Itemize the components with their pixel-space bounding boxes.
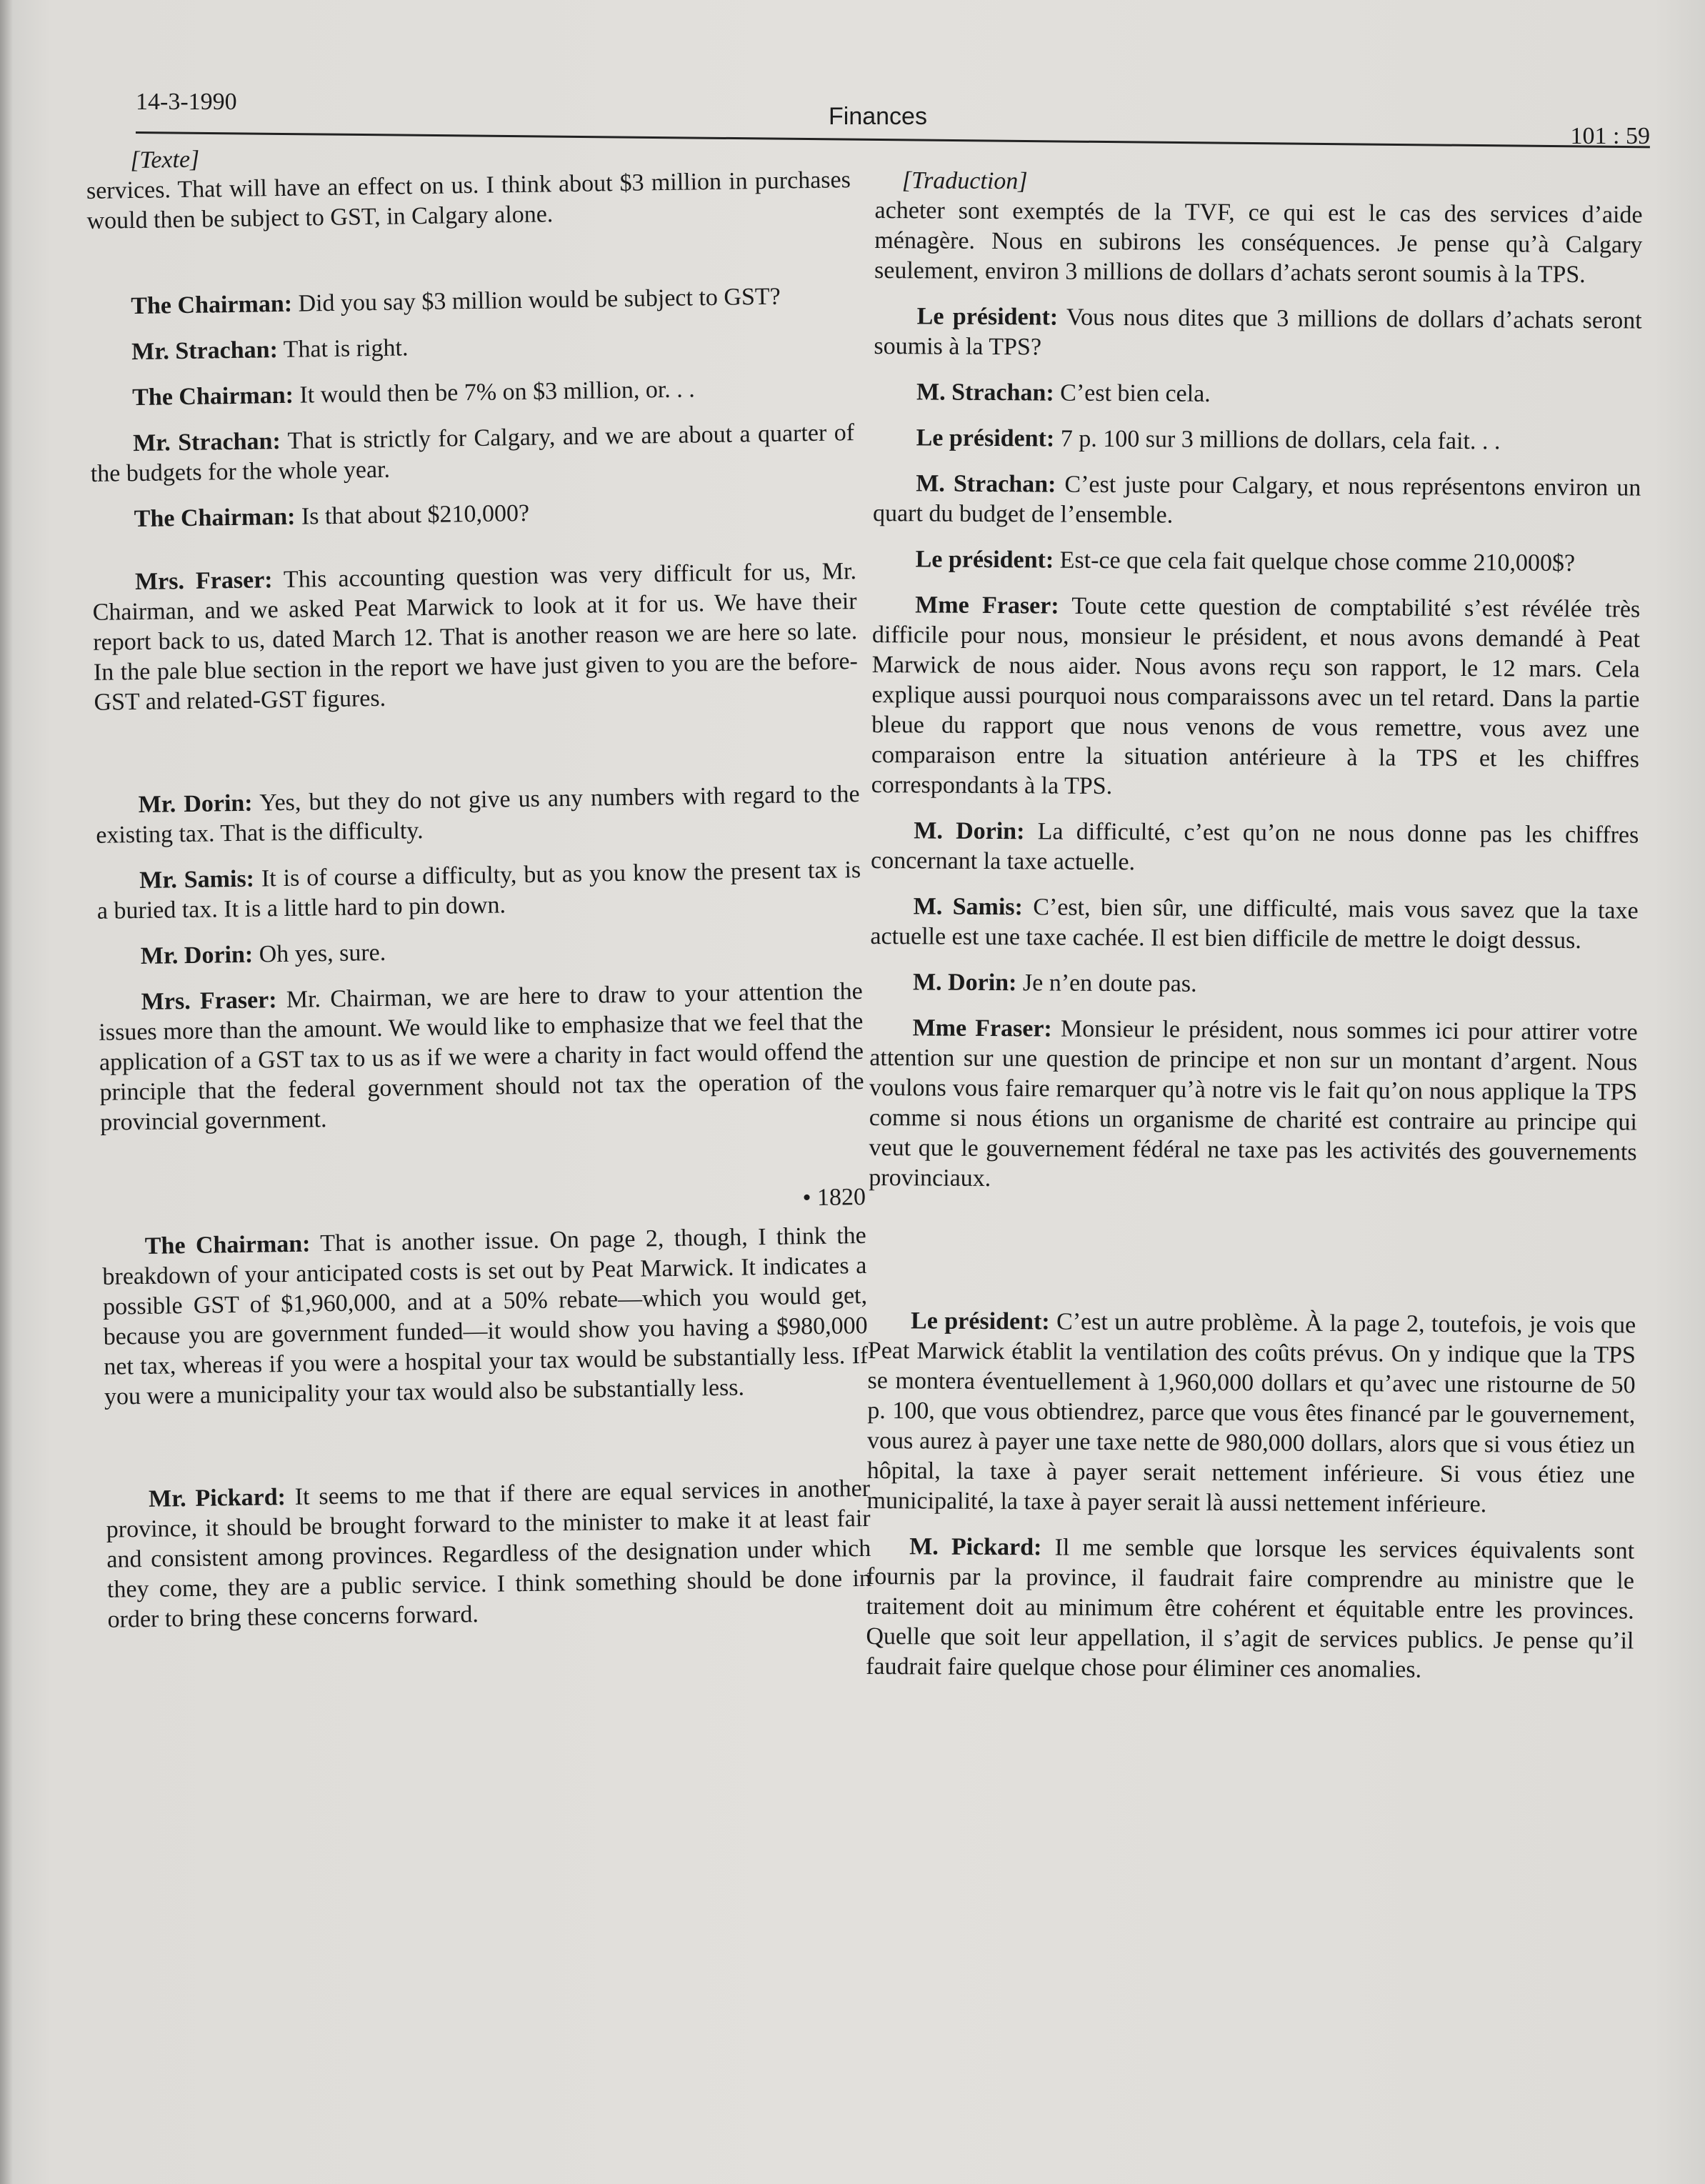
header-title: Finances [829, 103, 927, 130]
speaker-name: M. Dorin: [914, 817, 1025, 845]
paragraph-text: Vous nous dites que 3 millions de dollars d’achats seront soumis à la TPS? [874, 304, 1642, 361]
speaker-name: M. Samis: [913, 893, 1024, 921]
speaker-name: Mrs. Fraser: [134, 567, 273, 596]
speaker-name: Mr. Pickard: [148, 1484, 286, 1512]
paragraph [874, 196, 1643, 291]
speaker-name: Mrs. Fraser: [141, 987, 277, 1015]
paragraph [866, 1306, 1636, 1521]
speaker-name: The Chairman: [131, 290, 293, 320]
paragraph-text: That is strictly for Calgary, and we are about a quarter of the budgets for the whole year. [90, 419, 855, 487]
english-column [86, 135, 872, 1651]
paragraph [870, 967, 1638, 1002]
header-page-number: 101 : 59 [1570, 123, 1650, 149]
paragraph-text: Monsieur le président, nous sommes ici pour attirer votre attention sur une question de principe et non sur un montant d’argent. Nous voulons vous faire remarquer qu’à notre vis le fait qu’on nous applique la TPS comme si nous étions un organisme de charité est contraire au principe qui veut que le gouvernement fédéral ne taxe pas les activités des gouvernements provinciaux. [869, 1015, 1638, 1192]
paragraph [91, 494, 856, 535]
paragraph-text: acheter sont exemptés de la TVF, ce qui est le cas des services d’aide ménagère. Nous en subirons les conséquences. Je pense qu’à Calgary seulement, environ 3 millions de dollars d’achats seront soumis à la TPS. [874, 196, 1643, 289]
section-label-texte: [Texte] [130, 146, 200, 174]
paragraph [866, 1532, 1634, 1687]
paragraph-text: Did you say $3 million would be subject to GST? [291, 283, 781, 317]
binding-shadow [0, 0, 13, 2184]
paragraph-text: It is of course a difficulty, but as you know the present tax is a buried tax. It is a little hard to pin down. [96, 857, 861, 924]
speaker-name: The Chairman: [134, 503, 296, 533]
paragraph-text: Oh yes, sure. [252, 939, 386, 968]
paragraph [874, 377, 1641, 412]
paragraph-text: C’est juste pour Calgary, et nous représentons environ un quart du budget de l’ensemble. [872, 471, 1641, 529]
paragraph [874, 423, 1641, 458]
paragraph [89, 326, 854, 368]
paragraph [873, 544, 1641, 579]
french-column [866, 166, 1643, 1702]
speaker-name: M. Dorin: [912, 969, 1017, 997]
paragraph-text: C’est, bien sûr, une difficulté, mais vous savez que la taxe actuelle est une taxe cachée. Il est bien difficile de mettre le doigt dessus. [870, 894, 1639, 954]
speaker-name: Mr. Strachan: [132, 428, 281, 457]
paragraph-text: Est-ce que cela fait quelque chose comme 210,000$? [1054, 547, 1576, 577]
speaker-name: The Chairman: [144, 1230, 311, 1260]
paragraph [102, 1221, 869, 1412]
paragraph [873, 469, 1641, 534]
speaker-name: Le président: [916, 424, 1055, 452]
paragraph-text: That is right. [277, 334, 409, 364]
speaker-name: Le président: [915, 546, 1054, 574]
paragraph-text: Mr. Chairman, we are here to draw to your attention the issues more than the amount. We would like to emphasize that we feel that the application of a GST tax to us as if we were a charity in fact would offend the principle that the federal government should not tax the operation of the provincial government. [99, 977, 864, 1136]
paragraph [871, 590, 1641, 805]
paragraph-text: C’est bien cela. [1054, 379, 1211, 407]
paragraph-text: Toute cette question de comptabilité s’est révélée très difficile pour nous, monsieur le président, et nous avons demandé à Peat Marwick de nous aider. Nous avons reçu son rapport, le 12 mars. Cela explique aussi pourquoi nous comparaissons avec un tel retard. Dans la partie bleue du rapport que nous venons de vous remettre, vous avez une comparaison entre la situation antérieure à la TPS et les chiffres correspondants à la TPS. [871, 592, 1641, 800]
speaker-name: Le président: [916, 303, 1059, 331]
paragraph-text: La difficulté, c’est qu’on ne nous donne pas les chiffres concernant la taxe actuelle. [870, 818, 1639, 876]
paragraph [95, 779, 860, 851]
speaker-name: Mr. Dorin: [138, 789, 253, 819]
paragraph-text: Je n’en doute pas. [1016, 969, 1197, 997]
paragraph [871, 816, 1639, 881]
paragraph-text: Yes, but they do not give us any numbers with regard to the existing tax. That is the difficulty. [96, 781, 860, 849]
speaker-name: Mr. Strachan: [131, 336, 279, 366]
section-label-traduction: [Traduction] [901, 167, 1028, 195]
paragraph [98, 931, 863, 972]
paragraph-text: services. That will have an effect on us. I think about $3 million in purchases would then be subject to GST, in Calgary alone. [86, 166, 851, 234]
paragraph [869, 1013, 1638, 1198]
paragraph [89, 372, 854, 414]
paragraph-text: Il me semble que lorsque les services équivalents sont fournis par la province, il faudrait faire comprendre au ministre que le traitement doit au minimum être cohérent et équitable entre les provinces. Quelle que soit leur appellation, il s’agit de services publics. Je pense qu’il faudrait faire quelque chose pour éliminer ces anomalies. [866, 1534, 1635, 1683]
speaker-name: Mr. Dorin: [140, 941, 254, 969]
paragraph-text: C’est un autre problème. À la page 2, toutefois, je vois que Peat Marwick établit la ventilation des coûts prévus. On y indique que la TPS se montera éventuellement à 1,960,000 dollars et qu’avec une ristourne de 50 p. 100, que vous obtiendrez, parce que vous êtes financé par le gouvernement, vous aurez à payer une taxe nette de 980,000 dollars, alors que si vous étiez un hôpital, la taxe à payer serait nettement inférieure. Si vous étiez une municipalité, la taxe à payer serait là aussi nettement inférieure. [866, 1308, 1636, 1518]
paragraph [870, 892, 1638, 957]
paragraph-text: That is another issue. On page 2, though, I think the breakdown of your anticipated costs is set out by Peat Marwick. It indicates a possible GST of $1,960,000, and at a 50% rebate—which you would get, because you are government funded—it would show you having a $980,000 net tax, whereas if you were a hospital your tax would be substantially less. If you were a municipality your tax would also be substantially less. [102, 1222, 869, 1410]
paragraph-text: It would then be 7% on $3 million, or. . . [293, 376, 696, 409]
paragraph [86, 165, 851, 236]
paragraph-text: 7 p. 100 sur 3 millions de dollars, cela fait. . . [1054, 425, 1501, 455]
speaker-name: Le président: [911, 1307, 1050, 1335]
header-date: 14-3-1990 [136, 89, 237, 115]
paragraph-text: This accounting question was very difficult for us, Mr. Chairman, and we asked Peat Marwick to look at it for us. We have their report back to us, dated March 12. That is another reason we are here so late. In the pale blue section in the report we have just given to you are the before-GST and related-GST figures. [92, 558, 859, 716]
speaker-name: M. Strachan: [916, 470, 1056, 498]
paragraph [106, 1474, 872, 1635]
speaker-name: Mme Fraser: [912, 1014, 1052, 1042]
paragraph [874, 301, 1641, 367]
speaker-name: M. Strachan: [916, 379, 1054, 407]
paragraph-text: Is that about $210,000? [295, 499, 530, 530]
timestamp: • 1820 [802, 1183, 866, 1212]
paragraph-text: It seems to me that if there are equal services in another province, it should be brought forward to the minister to make it at least fair and consistent among provinces. Regardless of the designation under which they come, they are a public service. I think something should be done in order to bring these concerns forward. [106, 1475, 872, 1633]
paragraph [98, 977, 864, 1138]
paragraph [92, 557, 859, 718]
speaker-name: Mme Fraser: [915, 592, 1059, 619]
paragraph [90, 418, 855, 489]
paragraph [96, 855, 861, 927]
speaker-name: Mr. Samis: [139, 865, 255, 894]
speaker-name: The Chairman: [131, 382, 294, 412]
speaker-name: M. Pickard: [909, 1533, 1042, 1561]
